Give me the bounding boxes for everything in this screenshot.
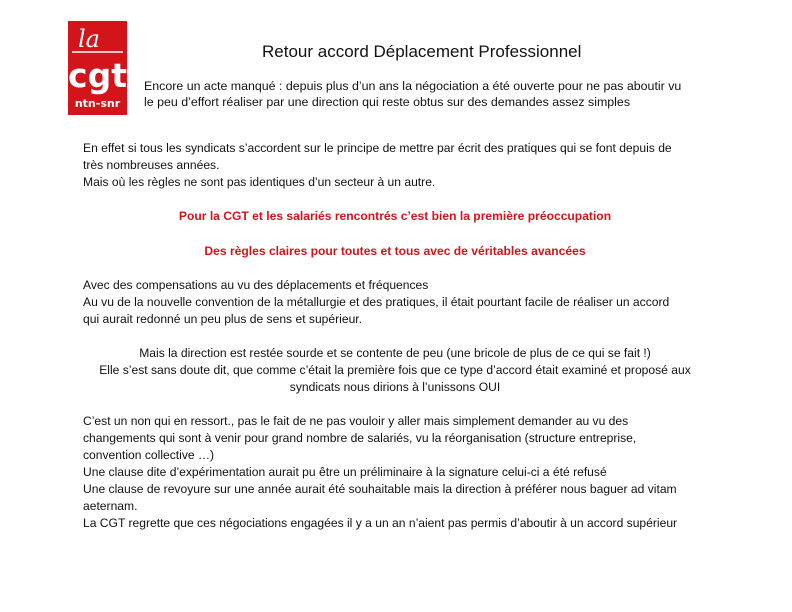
paragraph-line: La CGT regrette que ces négociations engagées il y a un an n’aient pas permis d’aboutir à un accord supérieur bbox=[83, 516, 678, 530]
paragraph-line: Une clause de revoyure sur une année aurait été souhaitable mais la direction à préférer nous baguer ad vitam bbox=[83, 482, 677, 496]
logo-main-text: cgt bbox=[68, 56, 127, 95]
paragraph-line: Avec des compensations au vu des déplacements et fréquences bbox=[83, 278, 429, 292]
paragraph-line: Mais la direction est restée sourde et se contente de peu (une bricole de plus de ce qui se fait !) bbox=[139, 346, 651, 360]
document-title: Retour accord Déplacement Professionnel bbox=[262, 42, 582, 61]
paragraph-line: aeternam. bbox=[83, 499, 138, 513]
logo-top-text: la bbox=[78, 25, 100, 53]
paragraph-line: C’est un non qui en ressort., pas le fait de ne pas vouloir y aller mais simplement demander au vu des bbox=[83, 414, 629, 428]
paragraph-line: Une clause dite d’expérimentation aurait pu être un préliminaire à la signature celui-ci a été refusé bbox=[83, 465, 607, 479]
cgt-logo bbox=[68, 21, 127, 115]
intro-line: Encore un acte manqué : depuis plus d’un ans la négociation a été ouverte pour ne pas aboutir vu bbox=[144, 79, 682, 93]
paragraph-line: En effet si tous les syndicats s’accordent sur le principe de mettre par écrit des pratiques qui se font depuis de bbox=[83, 141, 672, 155]
highlight-priority: Pour la CGT et les salariés rencontrés c’est bien la première préoccupation bbox=[178, 209, 612, 223]
paragraph-line: Mais où les règles ne sont pas identiques d’un secteur à un autre. bbox=[83, 175, 436, 189]
highlight-rules: Des règles claires pour toutes et tous avec de véritables avancées bbox=[204, 244, 586, 258]
paragraph-compensations bbox=[83, 277, 733, 328]
logo-bottom-text: ntn-snr bbox=[74, 97, 121, 110]
paragraph-direction bbox=[50, 345, 740, 396]
intro-line: le peu d’effort réaliser par une direction qui reste obtus sur des demandes assez simples bbox=[144, 95, 631, 109]
intro-text bbox=[144, 78, 744, 110]
paragraph-conclusion bbox=[83, 413, 733, 532]
paragraph-line: Au vu de la nouvelle convention de la métallurgie et des pratiques, il était pourtant facile de réaliser un accord bbox=[83, 295, 670, 309]
paragraph-line: très nombreuses années. bbox=[83, 158, 220, 172]
paragraph-line: qui aurait redonné un peu plus de sens et supérieur. bbox=[83, 312, 363, 326]
paragraph-context bbox=[83, 140, 733, 191]
paragraph-line: changements qui sont à venir pour grand nombre de salariés, vu la réorganisation (structure entreprise, bbox=[83, 431, 637, 445]
paragraph-line: convention collective …) bbox=[83, 448, 215, 462]
paragraph-line: Elle s’est sans doute dit, que comme c’était la première fois que ce type d’accord était examiné et proposé aux bbox=[99, 363, 691, 377]
paragraph-line: syndicats nous dirions à l’unissons OUI bbox=[289, 380, 501, 394]
